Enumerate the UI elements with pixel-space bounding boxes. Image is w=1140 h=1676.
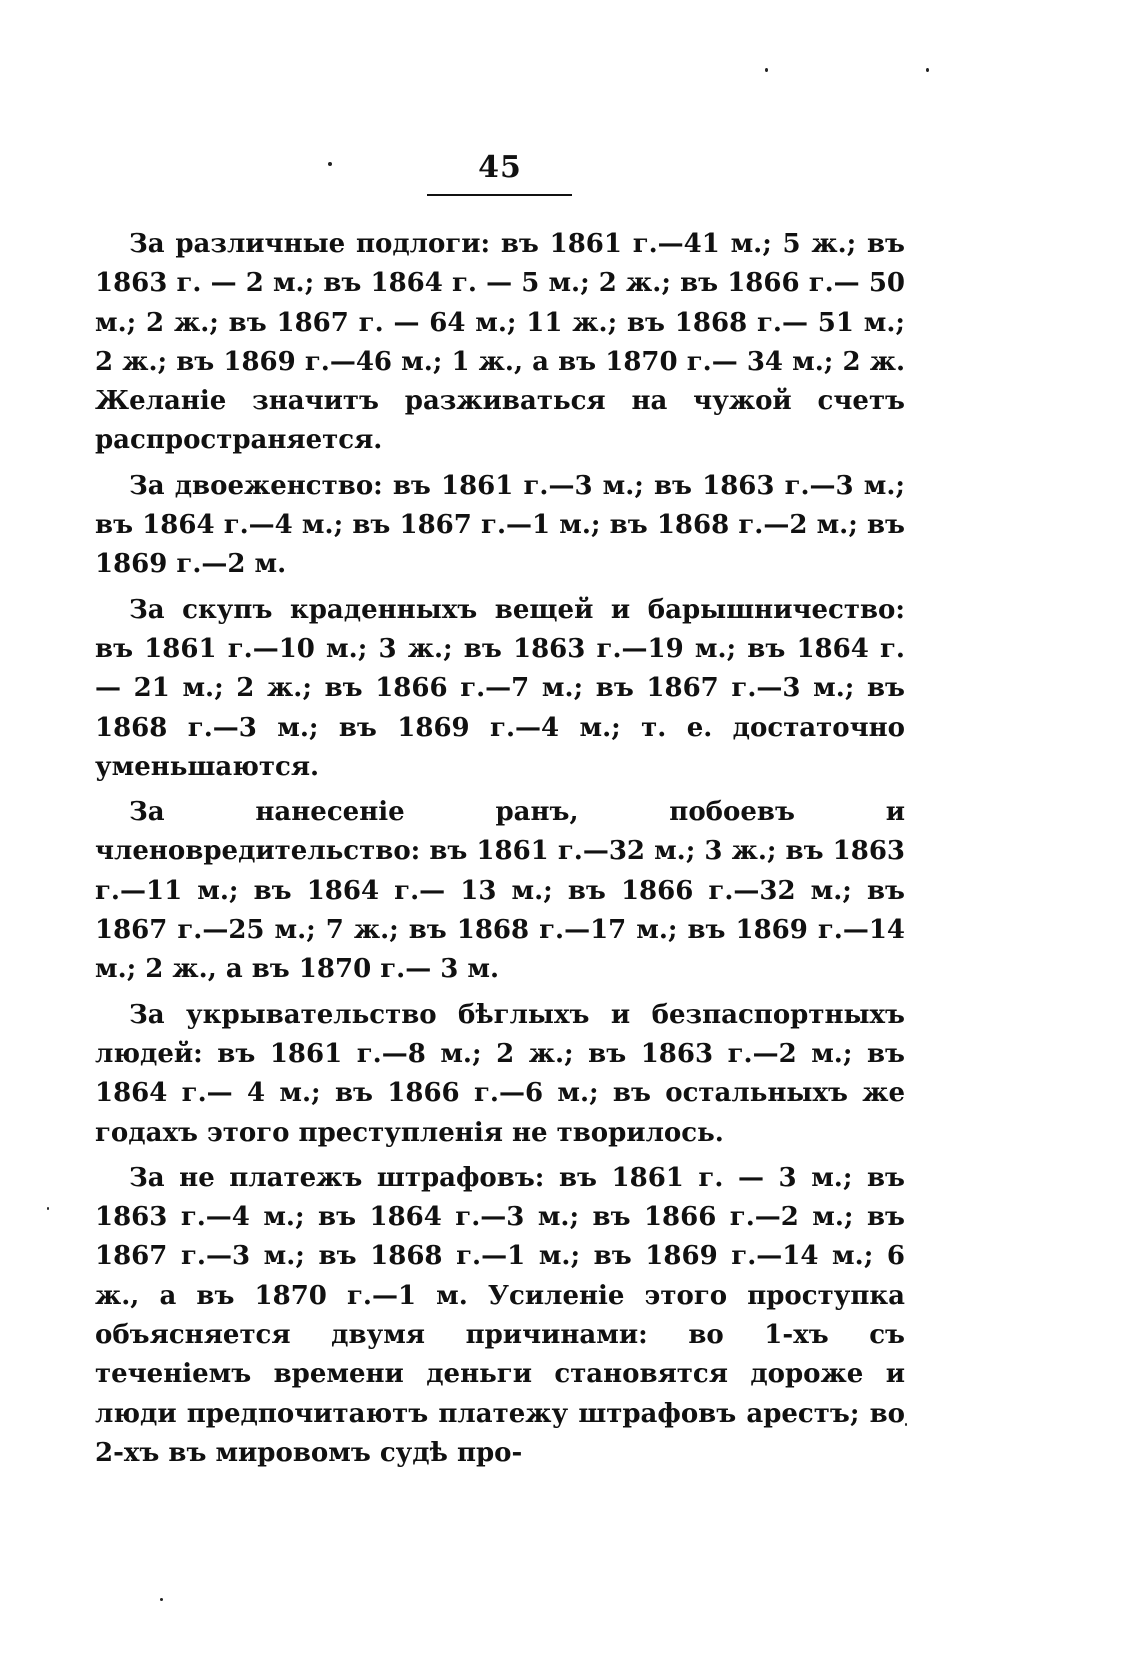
scan-speck [905, 1423, 907, 1426]
page-number: 45 [478, 150, 522, 185]
header-rule [427, 194, 572, 196]
scan-speck [160, 1598, 163, 1601]
paragraph-assault: За нанесеніе ранъ, побоевъ и членовредительство: въ 1861 г.—32 м.; 3 ж.; въ 1863 г.—11 м.; въ 1864 г.— 13 м.; въ 1866 г.—32 м.; въ 1867 г.—25 м.; 7 ж.; въ 1868 г.—17 м.; въ 1869 г.—14 м.; 2 ж., а въ 1870 г.— 3 м. [95, 797, 905, 985]
paragraph-forgery: За различные подлоги: въ 1861 г.—41 м.; 5 ж.; въ 1863 г. — 2 м.; въ 1864 г. — 5 м.; 2 ж.; въ 1866 г.— 50 м.; 2 ж.; въ 1867 г. — 64 м.; 11 ж.; въ 1868 г.— 51 м.; 2 ж.; въ 1869 г.—46 м.; 1 ж., а въ 1870 г.— 34 м.; 2 ж. Желаніе значитъ разживаться на чужой счетъ распространяется. [95, 229, 905, 456]
scan-speck [47, 1207, 49, 1210]
paragraph-unpaid-fines: За не платежъ штрафовъ: въ 1861 г. — 3 м.; въ 1863 г.—4 м.; въ 1864 г.—3 м.; въ 1866 г.—2 м.; въ 1867 г.—3 м.; въ 1868 г.—1 м.; въ 1869 г.—14 м.; 6 ж., а въ 1870 г.—1 м. Усиленіе этого проступка объясняется двумя причинами: во 1-хъ съ теченіемъ времени деньги становятся дороже и люди предпочитаютъ платежу штрафовъ арестъ; во 2-хъ въ мировомъ судѣ про- [95, 1162, 905, 1468]
body-text [95, 225, 905, 1479]
scan-speck [328, 162, 332, 166]
scan-speck [765, 68, 768, 72]
paragraph-stolen-goods: За скупъ краденныхъ вещей и барышничество: въ 1861 г.—10 м.; 3 ж.; въ 1863 г.—19 м.; въ 1864 г.— 21 м.; 2 ж.; въ 1866 г.—7 м.; въ 1867 г.—3 м.; въ 1868 г.—3 м.; въ 1869 г.—4 м.; т. е. достаточно уменьшаются. [95, 594, 905, 782]
paragraph-bigamy: За двоеженство: въ 1861 г.—3 м.; въ 1863 г.—3 м.; въ 1864 г.—4 м.; въ 1867 г.—1 м.; въ 1868 г.—2 м.; въ 1869 г.—2 м. [95, 470, 905, 580]
scan-speck [926, 68, 929, 72]
paragraph-harboring-fugitives: За укрывательство бѣглыхъ и безпаспортныхъ людей: въ 1861 г.—8 м.; 2 ж.; въ 1863 г.—2 м.; въ 1864 г.— 4 м.; въ 1866 г.—6 м.; въ остальныхъ же годахъ этого преступленія не творилось. [95, 999, 905, 1148]
